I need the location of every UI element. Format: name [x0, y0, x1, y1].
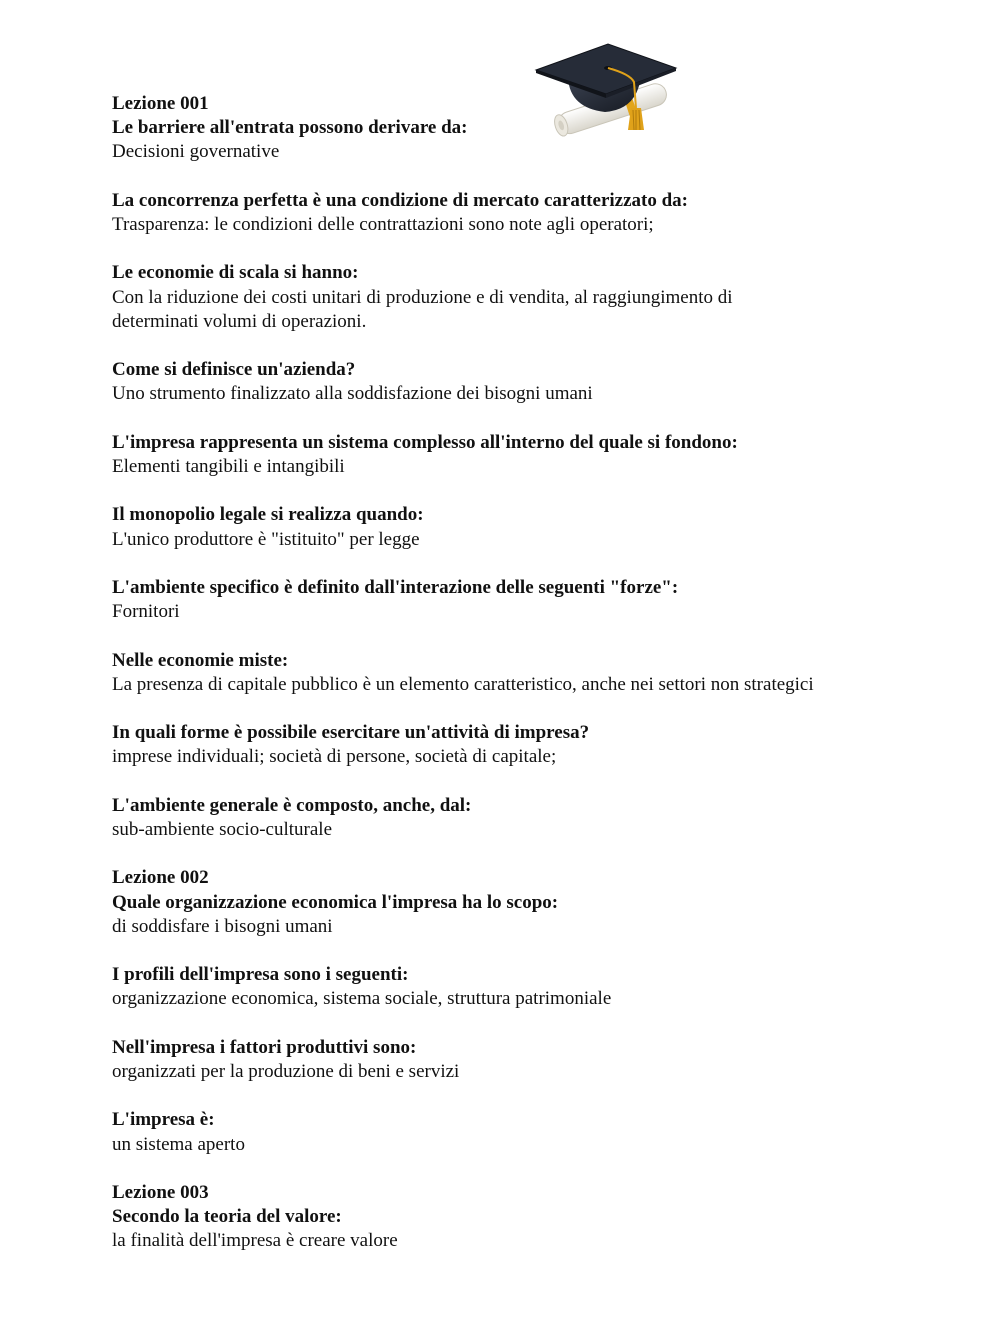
spacer [112, 1157, 912, 1181]
question-text: Quale organizzazione economica l'impresa ha lo scopo: [112, 891, 559, 913]
answer-text: Fornitori [112, 601, 180, 623]
question-text: Nelle economie miste: [112, 649, 289, 671]
answer-text: Con la riduzione dei costi unitari di produzione e di vendita, al raggiungimento di determinati volumi di operazioni. [112, 286, 733, 332]
question-text: L'ambiente specifico è definito dall'interazione delle seguenti "forze": [112, 576, 679, 598]
question-text: Il monopolio legale si realizza quando: [112, 504, 424, 526]
question-text: Le economie di scala si hanno: [112, 262, 359, 284]
answer-text: L'unico produttore è "istituito" per legge [112, 528, 420, 550]
spacer [112, 842, 912, 866]
spacer [112, 1084, 912, 1108]
question-text: L'impresa è: [112, 1109, 215, 1131]
answer-text: organizzazione economica, sistema sociale, struttura patrimoniale [112, 988, 612, 1010]
spacer [112, 552, 912, 576]
lesson-heading: Lezione 002 [112, 867, 209, 889]
spacer [112, 237, 912, 261]
answer-text: un sistema aperto [112, 1133, 245, 1155]
question-text: L'impresa rappresenta un sistema complesso all'interno del quale si fondono: [112, 431, 738, 453]
answer-text: Elementi tangibili e intangibili [112, 455, 345, 477]
answer-text: La presenza di capitale pubblico è un elemento caratteristico, anche nei settori non strategici [112, 673, 814, 695]
question-text: L'ambiente generale è composto, anche, dal: [112, 794, 472, 816]
spacer [112, 165, 912, 189]
spacer [112, 407, 912, 431]
spacer [112, 1012, 912, 1036]
question-text: Secondo la teoria del valore: [112, 1206, 342, 1228]
answer-text: la finalità dell'impresa è creare valore [112, 1230, 398, 1252]
question-text: La concorrenza perfetta è una condizione di mercato caratterizzato da: [112, 189, 688, 211]
document-body [112, 92, 912, 1254]
spacer [112, 624, 912, 648]
spacer [112, 939, 912, 963]
answer-text: imprese individuali; società di persone, società di capitale; [112, 746, 557, 768]
answer-text: Uno strumento finalizzato alla soddisfazione dei bisogni umani [112, 383, 593, 405]
answer-text: organizzati per la produzione di beni e servizi [112, 1060, 460, 1082]
lesson-heading: Lezione 001 [112, 93, 209, 114]
spacer [112, 770, 912, 794]
question-text: Le barriere all'entrata possono derivare da: [112, 117, 468, 139]
answer-text: sub-ambiente socio-culturale [112, 818, 333, 840]
question-text: I profili dell'impresa sono i seguenti: [112, 964, 409, 986]
spacer [112, 697, 912, 721]
spacer [112, 334, 912, 358]
spacer [112, 479, 912, 503]
question-text: In quali forme è possibile esercitare un'attività di impresa? [112, 722, 590, 744]
question-text: Nell'impresa i fattori produttivi sono: [112, 1036, 417, 1058]
lesson-heading: Lezione 003 [112, 1181, 209, 1203]
answer-text: Trasparenza: le condizioni delle contrattazioni sono note agli operatori; [112, 214, 654, 235]
answer-text: di soddisfare i bisogni umani [112, 915, 333, 937]
answer-text: Decisioni governative [112, 141, 280, 163]
question-text: Come si definisce un'azienda? [112, 359, 356, 381]
